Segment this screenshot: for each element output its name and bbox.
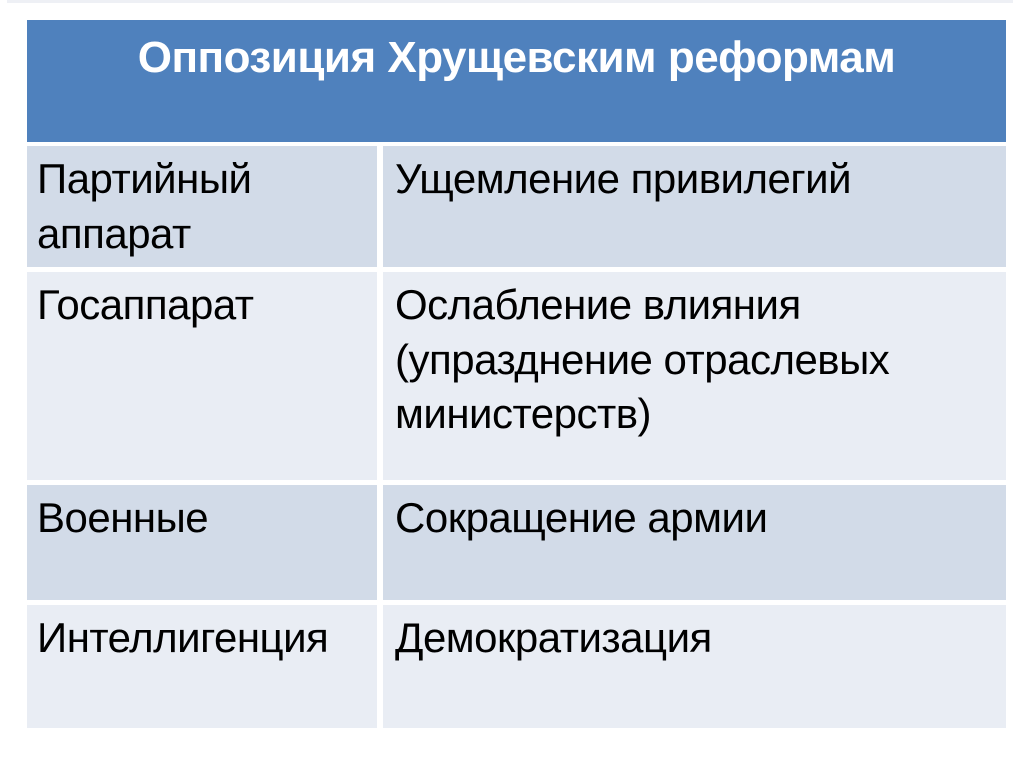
table-cell-consequence: Сокращение армии	[383, 485, 1006, 600]
table-row	[27, 272, 1006, 480]
table-cell-group: Военные	[27, 485, 377, 600]
table-row	[27, 485, 1006, 600]
table-cell-group: Госаппарат	[27, 272, 377, 480]
table-cell-consequence: Ущемление привилегий	[383, 146, 1006, 267]
table-cell-group: Партийный аппарат	[27, 146, 377, 267]
opposition-table	[27, 146, 1006, 728]
table-cell-consequence: Ослабление влияния (упразднение отраслевых министерств)	[383, 272, 1006, 480]
table-cell-consequence: Демократизация	[383, 605, 1006, 728]
slide-title-bar	[27, 20, 1006, 142]
table-cell-group: Интеллигенция	[27, 605, 377, 728]
table-row	[27, 146, 1006, 267]
table-row	[27, 605, 1006, 728]
slide-title: Оппозиция Хрущевским реформам	[137, 33, 896, 82]
top-divider-line	[7, 0, 1013, 3]
